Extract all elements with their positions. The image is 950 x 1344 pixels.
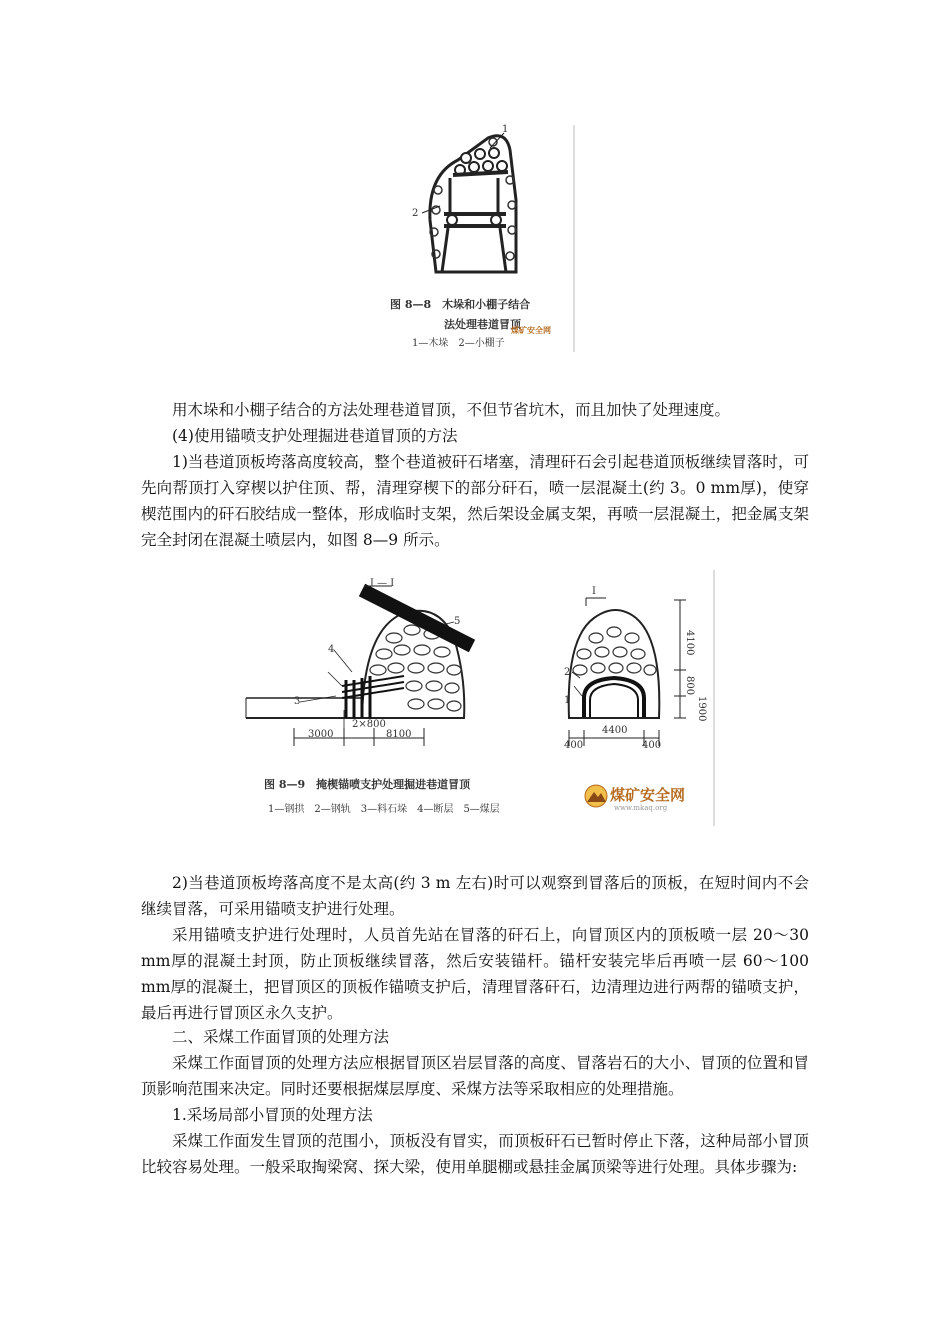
figure-8-9-label-3: 3	[294, 696, 301, 707]
figure-8-9-watermark: 煤矿安全网	[610, 786, 686, 804]
figure-8-9-label-4: 4	[328, 644, 335, 655]
figure-8-8-caption-line1: 图 8—8 木垛和小棚子结合	[390, 298, 531, 311]
dim-400-left: 400	[564, 740, 584, 751]
figure-8-8-caption-line2: 法处理巷道冒顶	[444, 318, 521, 331]
figure-8-9-label-2: 2	[564, 667, 571, 678]
dim-4400: 4400	[602, 725, 628, 736]
paragraph-3: 1)当巷道顶板垮落高度较高，整个巷道被矸石堵塞，清理矸石会引起巷道顶板继续冒落时，可先向帮顶打入穿楔以护住顶、帮，清理穿楔下的部分矸石，喷一层混凝土(约 3。0 mm厚)，使穿楔范围内的矸石胶结成一整体，形成临时支架，然后架设金属支架，再喷一层混凝土，把金属支架完全封闭在混凝土喷层内，如图 8—9 所示。	[141, 453, 809, 549]
paragraph-4: 2)当巷道顶板垮落高度不是太高(约 3 m 左右)时可以观察到冒落后的顶板，在短时间内不会继续冒落，可采用锚喷支护进行处理。	[141, 874, 809, 918]
paragraph-1: 用木垛和小棚子结合的方法处理巷道冒顶，不但节省坑木，而且加快了处理速度。	[172, 401, 731, 419]
figure-8-9	[244, 568, 724, 830]
paragraph-6: 二、采煤工作面冒顶的处理方法	[172, 1028, 390, 1046]
dim-2x800: 2×800	[352, 719, 386, 730]
figure-8-8-label-1: 1	[502, 124, 509, 135]
figure-8-9-watermark-url: www.mkaq.org	[614, 804, 668, 812]
figure-8-8	[378, 120, 608, 355]
figure-8-9-section-left: I — I	[370, 578, 395, 589]
figure-8-8-watermark: 煤矿安全网	[511, 325, 551, 335]
figure-8-8-label-2: 2	[412, 208, 419, 219]
paragraph-5: 采用锚喷支护进行处理时，人员首先站在冒落的矸石上，向冒顶区内的顶板喷一层 20～30 mm厚的混凝土封顶，防止顶板继续冒落，然后安装锚杆。锚杆安装完毕后再喷一层 60～100 mm厚的混凝土，把冒顶区的顶板作锚喷支护后，清理冒落矸石，边清理边进行两帮的锚喷支护，最后再进行冒顶区永久支护。	[141, 926, 809, 1022]
figure-8-9-legend: 1—钢拱 2—钢轨 3—料石垛 4—断层 5—煤层	[268, 804, 500, 815]
paragraph-9: 采煤工作面发生冒顶的范围小，顶板没有冒实，而顶板矸石已暂时停止下落，这种局部小冒顶比较容易处理。一般采取掏梁窝、探大梁，使用单腿棚或悬挂金属顶梁等进行处理。具体步骤为:	[141, 1132, 809, 1176]
figure-8-9-label-1: 1	[564, 695, 571, 706]
figure-8-9-section-right: I	[592, 586, 596, 597]
mountain-logo-icon	[584, 784, 608, 808]
figure-8-8-legend: 1—木垛 2—小棚子	[412, 338, 505, 349]
paragraph-8: 1.采场局部小冒顶的处理方法	[172, 1106, 373, 1124]
paragraph-7: 采煤工作面冒顶的处理方法应根据冒顶区岩层冒落的高度、冒落岩石的大小、冒顶的位置和冒顶影响范围来决定。同时还要根据煤层厚度、采煤方法等采取相应的处理措施。	[141, 1054, 809, 1098]
paragraph-2: (4)使用锚喷支护处理掘进巷道冒顶的方法	[172, 427, 458, 445]
figure-8-9-caption: 图 8—9 掩楔锚喷支护处理掘进巷道冒顶	[264, 778, 471, 791]
dim-1900: 1900	[696, 696, 707, 722]
dim-4100: 4100	[684, 630, 695, 656]
dim-3000: 3000	[308, 729, 334, 740]
dim-8100: 8100	[386, 729, 412, 740]
figure-8-9-label-5: 5	[454, 616, 461, 627]
dim-800: 800	[684, 676, 695, 696]
figure-8-9-logo	[584, 780, 704, 816]
dim-400-right: 400	[642, 740, 662, 751]
